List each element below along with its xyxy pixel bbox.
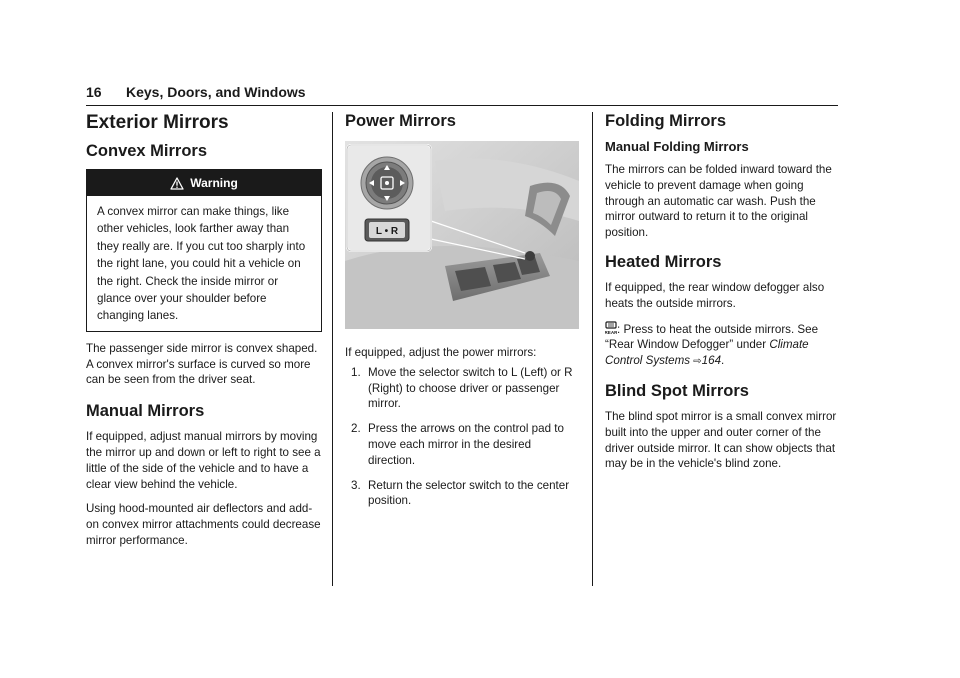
folding-paragraph: The mirrors can be folded inward toward the vehicle to prevent damage when going through an automatic car wash. Push the mirror outward to return it to the original position. [605, 163, 832, 240]
power-mirrors-intro: If equipped, adjust the power mirrors: [345, 346, 537, 359]
warning-box [86, 169, 322, 332]
column-2 [345, 112, 579, 518]
page-number: 16 [86, 84, 102, 100]
warning-text: A convex mirror can make things, like other vehicles, look farther away than they really are. If you cut too sharply into the right lane, you could hit a vehicle on the right. Check the inside mirror or glance over your shoulder before changing lanes. [97, 205, 306, 323]
column-1 [86, 112, 322, 558]
warning-icon [170, 177, 184, 190]
heated-button-paragraph: REAR : Press to heat the outside mirrors. See “Rear Window Defogger” under Climate Control Systems ⇨164. [605, 322, 819, 368]
column-divider [592, 112, 593, 586]
page-reference[interactable]: 164 [701, 354, 722, 368]
section-title: Keys, Doors, and Windows [126, 84, 306, 100]
cross-reference[interactable]: Climate Control Systems [605, 338, 809, 368]
power-mirrors-heading: Power Mirrors [345, 112, 456, 130]
rear-defog-icon [605, 321, 617, 335]
lr-switch-label: L • R [375, 226, 399, 237]
manual-mirrors-heading: Manual Mirrors [86, 402, 205, 421]
power-mirror-control-photo [345, 141, 579, 329]
convex-mirrors-heading: Convex Mirrors [86, 142, 208, 160]
page-header [86, 84, 838, 106]
page-title: Exterior Mirrors [86, 112, 229, 133]
svg-text:REAR: REAR [605, 329, 617, 335]
list-item: 1. Move the selector switch to L (Left) or R (Right) to choose driver or passenger mirror. [351, 365, 573, 411]
warning-header [87, 170, 321, 196]
list-item: 3. Return the selector switch to the center position. [351, 478, 570, 508]
warning-label: Warning [190, 176, 238, 190]
manual-paragraph-2: Using hood-mounted air deflectors and add-on convex mirror attachments could decrease mirror performance. [86, 502, 321, 548]
column-3 [605, 112, 841, 481]
page-ref-arrow-icon: ⇨ [693, 356, 702, 368]
manual-paragraph-1: If equipped, adjust manual mirrors by moving the mirror up and down or left to right to see a little of the side of the vehicle and to have a clear view behind the vehicle. [86, 430, 321, 491]
power-mirror-steps [345, 365, 579, 509]
blind-spot-paragraph: The blind spot mirror is a small convex mirror built into the upper and outer corner of the driver outside mirror. It can show objects that may be in the vehicle's blind zone. [605, 409, 837, 471]
manual-folding-heading: Manual Folding Mirrors [605, 139, 749, 154]
heated-paragraph: If equipped, the rear window defogger also heats the outside mirrors. [605, 280, 825, 310]
door-panel-illustration [345, 141, 579, 329]
blind-spot-heading: Blind Spot Mirrors [605, 381, 749, 400]
heated-mirrors-heading: Heated Mirrors [605, 252, 722, 271]
list-item: 2. Press the arrows on the control pad to move each mirror in the desired direction. [351, 422, 564, 467]
convex-paragraph: The passenger side mirror is convex shaped. A convex mirror's surface is curved so more can be seen from the driver seat. [86, 341, 318, 387]
folding-mirrors-heading: Folding Mirrors [605, 112, 726, 130]
column-divider [332, 112, 333, 586]
